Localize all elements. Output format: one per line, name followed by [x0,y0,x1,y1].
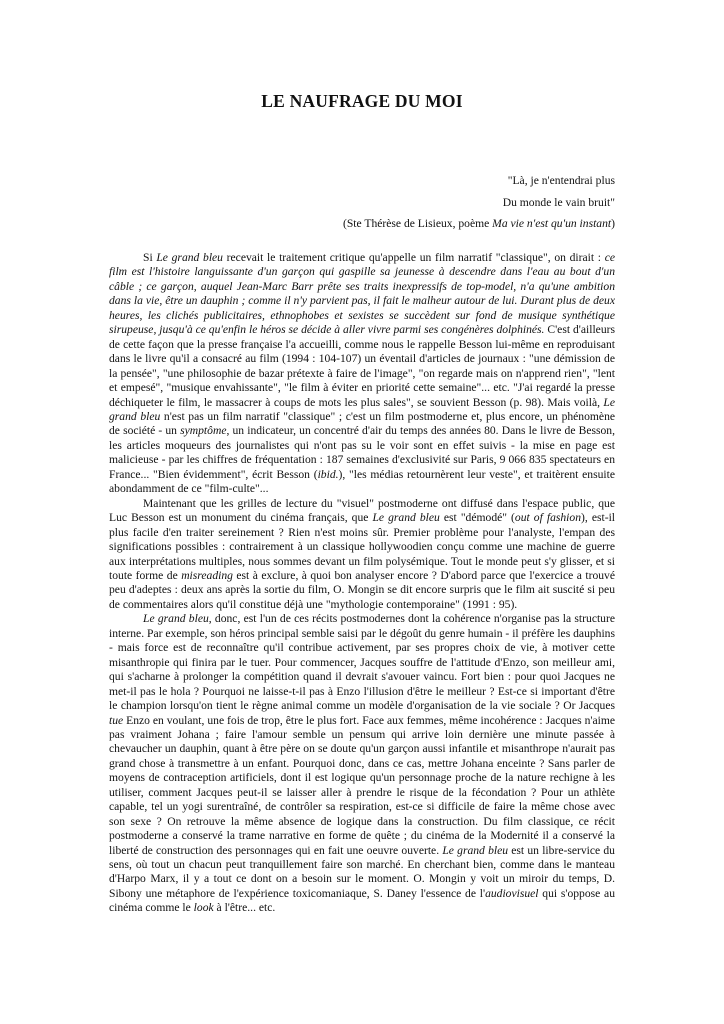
paragraph-3 [109,612,615,916]
film-title: Le grand bleu [442,843,509,857]
text-run: qui s'oppose au cinéma comme le [109,886,615,915]
text-run: est à exclure, à quoi bon analyser encore ? D'abord parce que l'exercice a trouvé peu d'adeptes : deux ans après la sortie du film, O. Mongin se dit encore surpris que le film ait suscité si peu de commentaires alors qu'il constitue déjà une "mythologie contemporaine" (1991 : 95). [109,568,615,611]
italic-term: out of fashion [514,511,582,525]
italic-term: symptôme [180,424,227,438]
text-run: Enzo en voulant, une fois de trop, être le plus fort. Face aux femmes, même incohérence : Jacques n'aime pas vraiment Johana ; faire l'amour semble un pensum qui arrive loin dernière une minute passée à chevaucher un dauphin, quant à être père on se doute qu'un garçon aussi infantile et misanthrope n'aurait pas grand chose à transmettre à un enfant. Pourquoi donc, dans ce cas, mettre Johana enceinte ? Sans parler de moyens de contraception artificiels, dont il est logique qu'un personnage proche de la nature rechigne à les utiliser, comment Jacques peut-il se laisser aller à prendre le risque de la fécondation ? Pour un athlète capable, tel un yogi surentraîné, de contrôler sa respiration, est-ce si difficile de faire la même chose avec son sexe ? On retrouve la même absence de logique dans la construction. Du film classique, ce récit postmoderne a conservé la trame narrative en forme de quête ; du cinéma de la Modernité il a conservé la liberté de construction des personnages qui en fait une oeuvre ouverte. [109,713,615,857]
text-run: ), est-il plus facile d'en traiter sereinement ? Rien n'est moins sûr. Premier problème pour l'analyste, l'empan des significations possibles : contrairement à un classique hollywoodien conçu comme une machine de guerre aux interprétations multiples, nous sommes devant un film polysémique. Tout le monde peut s'y glisser, et si toute forme de [109,511,616,582]
epigraph-line-1: "Là, je n'entendrai plus [507,174,615,187]
text-run: est "démodé" ( [439,511,515,525]
text-run: , un indicateur, un concentré d'air du temps des années 80. Dans le livre de Besson, les articles moqueurs des journalistes qui n'ont pas su le voir sont en effet suivis - la mise en page est malicieuse - par les chiffres de fréquentation : 187 semaines d'exclusivité sur Paris, 9 066 835 spectateurs en France... "Bien évidemment", écrit Besson ( [109,424,615,481]
text-run: Maintenant que les grilles de lecture du "visuel" postmoderne ont diffusé dans l'espace public, que Luc Besson est un monument du cinéma français, que [109,496,615,525]
text-run: , donc, est l'un de ces récits postmodernes dont la cohérence n'organise pas la structure interne. Par exemple, son héros principal semble saisi par le dégoût du genre humain - il préfère les dauphins - mais force est de reconnaître qu'il contribue activement, par ses propres choix de vie, à motiver cette misanthropie qui finira par le tuer. Pour commencer, Jacques souffre de l'attitude d'Enzo, son meilleur ami, qui s'acharne à prolonger la compétition quand il devrait s'avouer vaincu. Fort bien : pour quoi Jacques ne met-il pas le hola ? Pourquoi ne laisse-t-il pas à Enzo l'illusion d'être le meilleur ? Est-ce si important d'être le champion lorsqu'on tient le règne animal comme un modèle d'organisation de la vie sociale ? Or Jacques [109,612,615,713]
epigraph-line-2: Du monde le vain bruit" [502,195,615,209]
italic-term: look [193,901,214,915]
paragraph-2 [109,497,615,613]
epigraph [195,170,615,235]
epigraph-source-post: ) [611,217,615,231]
italic-term: tue [109,713,124,727]
italic-term: misreading [181,568,233,582]
text-run: recevait le traitement critique qu'appelle un film narratif "classique", on dirait : [222,251,605,264]
epigraph-source [195,213,615,235]
text-run: à l'être... etc. [213,901,276,915]
italic-term: ibid. [317,467,339,481]
film-title: Le grand bleu [109,395,615,423]
body-text [109,251,615,916]
text-run: C'est d'ailleurs de cette façon que la presse française l'a accueilli, comme nous le rappelle Besson lui-même en reproduisant dans le livre qu'il a consacré au film (1994 : 104-107) un éventail d'articles de journaux : "une démission de la pensée", "une philosophie de bazar prétexte à faire de l'image", "on regarde mais on n'apprend rien", "lent et empesé", "musique envahissante", "le film à éviter en priorité cette semaine"... etc. "J'ai regardé la presse déchiqueter le film, le massacrer à coups de mots les plus sales", se souvient Besson (p. 98). Mais voilà, [109,323,615,409]
italic-term: audiovisuel [485,886,539,900]
text-run: Si [143,251,157,264]
paragraph-1 [109,251,615,497]
film-title: Le grand bleu [156,251,223,264]
film-title: Le grand bleu [372,511,440,525]
film-title: Le grand bleu [143,612,209,626]
text-run: n'est pas un film narratif "classique" ; c'est un film postmoderne et, plus encore, un phénomène de société - un [109,409,616,438]
epigraph-source-poem-title: Ma vie n'est qu'un instant [492,217,612,231]
epigraph-source-pre: (Ste Thérèse de Lisieux, poème [343,217,493,231]
text-run: est un libre-service du sens, où tout un chacun peut tranquillement faire son marché. En cherchant bien, comme dans le manteau d'Harpo Marx, il y a tout ce dont on a besoin sur le moment. O. Mongin y voit un miroir du temps, D. Sibony une métaphore de l'expérience toxicomaniaque, S. Daney l'essence de l' [109,843,615,900]
document-title: LE NAUFRAGE DU MOI [261,91,463,111]
text-run: ), "les médias retournèrent leur veste", et traitèrent ensuite abondamment de ce "film-culte"... [109,467,616,496]
italic-quote: ce film est l'histoire languissante d'un garçon qui gaspille sa jeunesse à descendre dans l'eau au bout d'un câble ; ce garçon, auquel Jean-Marc Barr prête ses traits inexpressifs de top-model, n'a qu'une ambition dans la vie, être un dauphin ; comme il n'y parvient pas, il fait le malheur autour de lui. Durant plus de deux heures, les clichés publicitaires, ethnophobes et sexistes se succèdent sur fond de musique synthétique sirupeuse, jusqu'à ce qu'enfin le héros se décide à aller vivre parmi ses congénères dolphinés. [109,251,615,337]
